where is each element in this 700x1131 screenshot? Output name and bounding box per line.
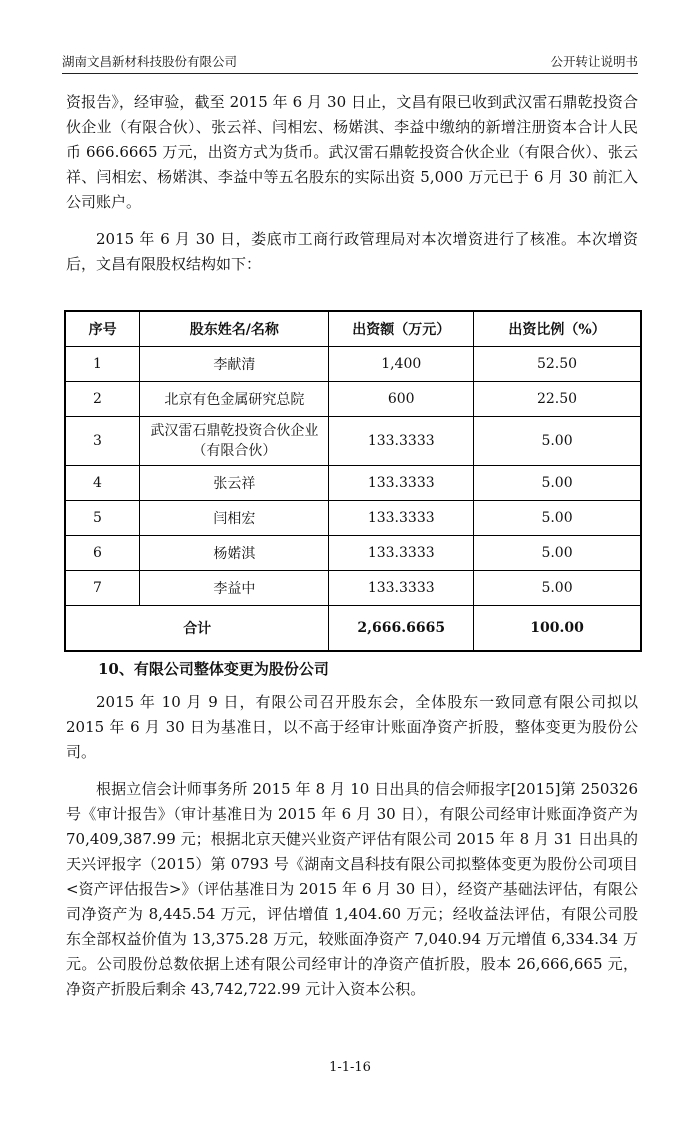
- cell-seq: 7: [65, 571, 140, 606]
- table-header-row: [65, 311, 641, 347]
- cell-amount: 133.3333: [329, 466, 474, 501]
- shareholder-name-line2: （有限合伙）: [192, 443, 277, 459]
- equity-structure-table: [64, 310, 642, 652]
- header-company-name: 湖南文昌新材科技股份有限公司: [62, 54, 238, 69]
- table-row: [65, 501, 641, 536]
- column-header-amount: 出资额（万元）: [329, 311, 474, 347]
- shareholder-name-line1: 武汉雷石鼎乾投资合伙企业: [150, 423, 319, 439]
- cell-amount: 133.3333: [329, 571, 474, 606]
- table-row: [65, 417, 641, 466]
- paragraph-shareholder-meeting: 2015 年 10 月 9 日，有限公司召开股东会，全体股东一致同意有限公司拟以 2015 年 6 月 30 日为基准日，以不高于经审计账面净资产折股，整体变更为股份公司。: [66, 693, 638, 761]
- cell-total-ratio: 100.00: [474, 606, 641, 652]
- cell-total-label: 合计: [65, 606, 329, 652]
- cell-seq: 4: [65, 466, 140, 501]
- cell-seq: 3: [65, 417, 140, 466]
- cell-ratio: 52.50: [474, 347, 641, 382]
- cell-shareholder: 李益中: [140, 571, 329, 606]
- cell-ratio: 5.00: [474, 536, 641, 571]
- cell-total-amount: 2,666.6665: [329, 606, 474, 652]
- table-row: [65, 466, 641, 501]
- cell-ratio: 22.50: [474, 382, 641, 417]
- table-row: [65, 347, 641, 382]
- cell-amount: 1,400: [329, 347, 474, 382]
- cell-shareholder: [140, 417, 329, 466]
- header-divider: [62, 73, 638, 74]
- cell-ratio: 5.00: [474, 501, 641, 536]
- cell-seq: 6: [65, 536, 140, 571]
- cell-seq: 5: [65, 501, 140, 536]
- cell-amount: 133.3333: [329, 501, 474, 536]
- page-header: [62, 50, 638, 74]
- table-row: [65, 536, 641, 571]
- cell-shareholder: 张云祥: [140, 466, 329, 501]
- section-heading: 10、有限公司整体变更为股份公司: [98, 660, 329, 678]
- section-body: [66, 690, 638, 1002]
- intro-text: [66, 90, 638, 277]
- paragraph-registration-approval: 2015 年 6 月 30 日，娄底市工商行政管理局对本次增资进行了核准。本次增资后，文昌有限股权结构如下：: [66, 230, 638, 273]
- column-header-seq: 序号: [65, 311, 140, 347]
- table-total-row: [65, 606, 641, 652]
- cell-shareholder: 李献清: [140, 347, 329, 382]
- table-row: [65, 382, 641, 417]
- cell-ratio: 5.00: [474, 417, 641, 466]
- cell-shareholder: 北京有色金属研究总院: [140, 382, 329, 417]
- header-document-type: 公开转让说明书: [550, 54, 638, 69]
- table-row: [65, 571, 641, 606]
- cell-amount: 600: [329, 382, 474, 417]
- cell-ratio: 5.00: [474, 466, 641, 501]
- column-header-ratio: 出资比例（%）: [474, 311, 641, 347]
- cell-shareholder: 杨婼淇: [140, 536, 329, 571]
- paragraph-capital-verification: 资报告》，经审验，截至 2015 年 6 月 30 日止，文昌有限已收到武汉雷石鼎乾投资合伙企业（有限合伙）、张云祥、闫相宏、杨婼淇、李益中缴纳的新增注册资本合计人民币 666.6665 万元，出资方式为货币。武汉雷石鼎乾投资合伙企业（有限合伙）、张云祥、闫相宏、杨婼淇、李益中等五名股东的实际出资 5,000 万元已于 6 月 30 前汇入公司账户。: [66, 93, 638, 211]
- page-number: 1-1-16: [329, 1060, 371, 1075]
- cell-ratio: 5.00: [474, 571, 641, 606]
- cell-shareholder: 闫相宏: [140, 501, 329, 536]
- cell-amount: 133.3333: [329, 417, 474, 466]
- cell-seq: 2: [65, 382, 140, 417]
- column-header-shareholder: 股东姓名/名称: [140, 311, 329, 347]
- cell-amount: 133.3333: [329, 536, 474, 571]
- paragraph-audit-valuation: 根据立信会计师事务所 2015 年 8 月 10 日出具的信会师报字[2015]第 250326 号《审计报告》（审计基准日为 2015 年 6 月 30 日），有限公司经审计账面净资产为 70,409,387.99 元；根据北京天健兴业资产评估有限公司 2015 年 8 月 31 日出具的天兴评报字（2015）第 0793 号《湖南文昌科技有限公司拟整体变更为股份公司项目<资产评估报告>》（评估基准日为 2015 年 6 月 30 日），经资产基础法评估，有限公司净资产为 8,445.54 万元，评估增值 1,404.60 万元；经收益法评估，有限公司股东全部权益价值为 13,375.28 万元，较账面净资产 7,040.94 万元增值 6,334.34 万元。公司股份总数依据上述有限公司经审计的净资产值折股，股本 26,666,665 元，净资产折股后剩余 43,742,722.99 元计入资本公积。: [66, 780, 638, 998]
- cell-seq: 1: [65, 347, 140, 382]
